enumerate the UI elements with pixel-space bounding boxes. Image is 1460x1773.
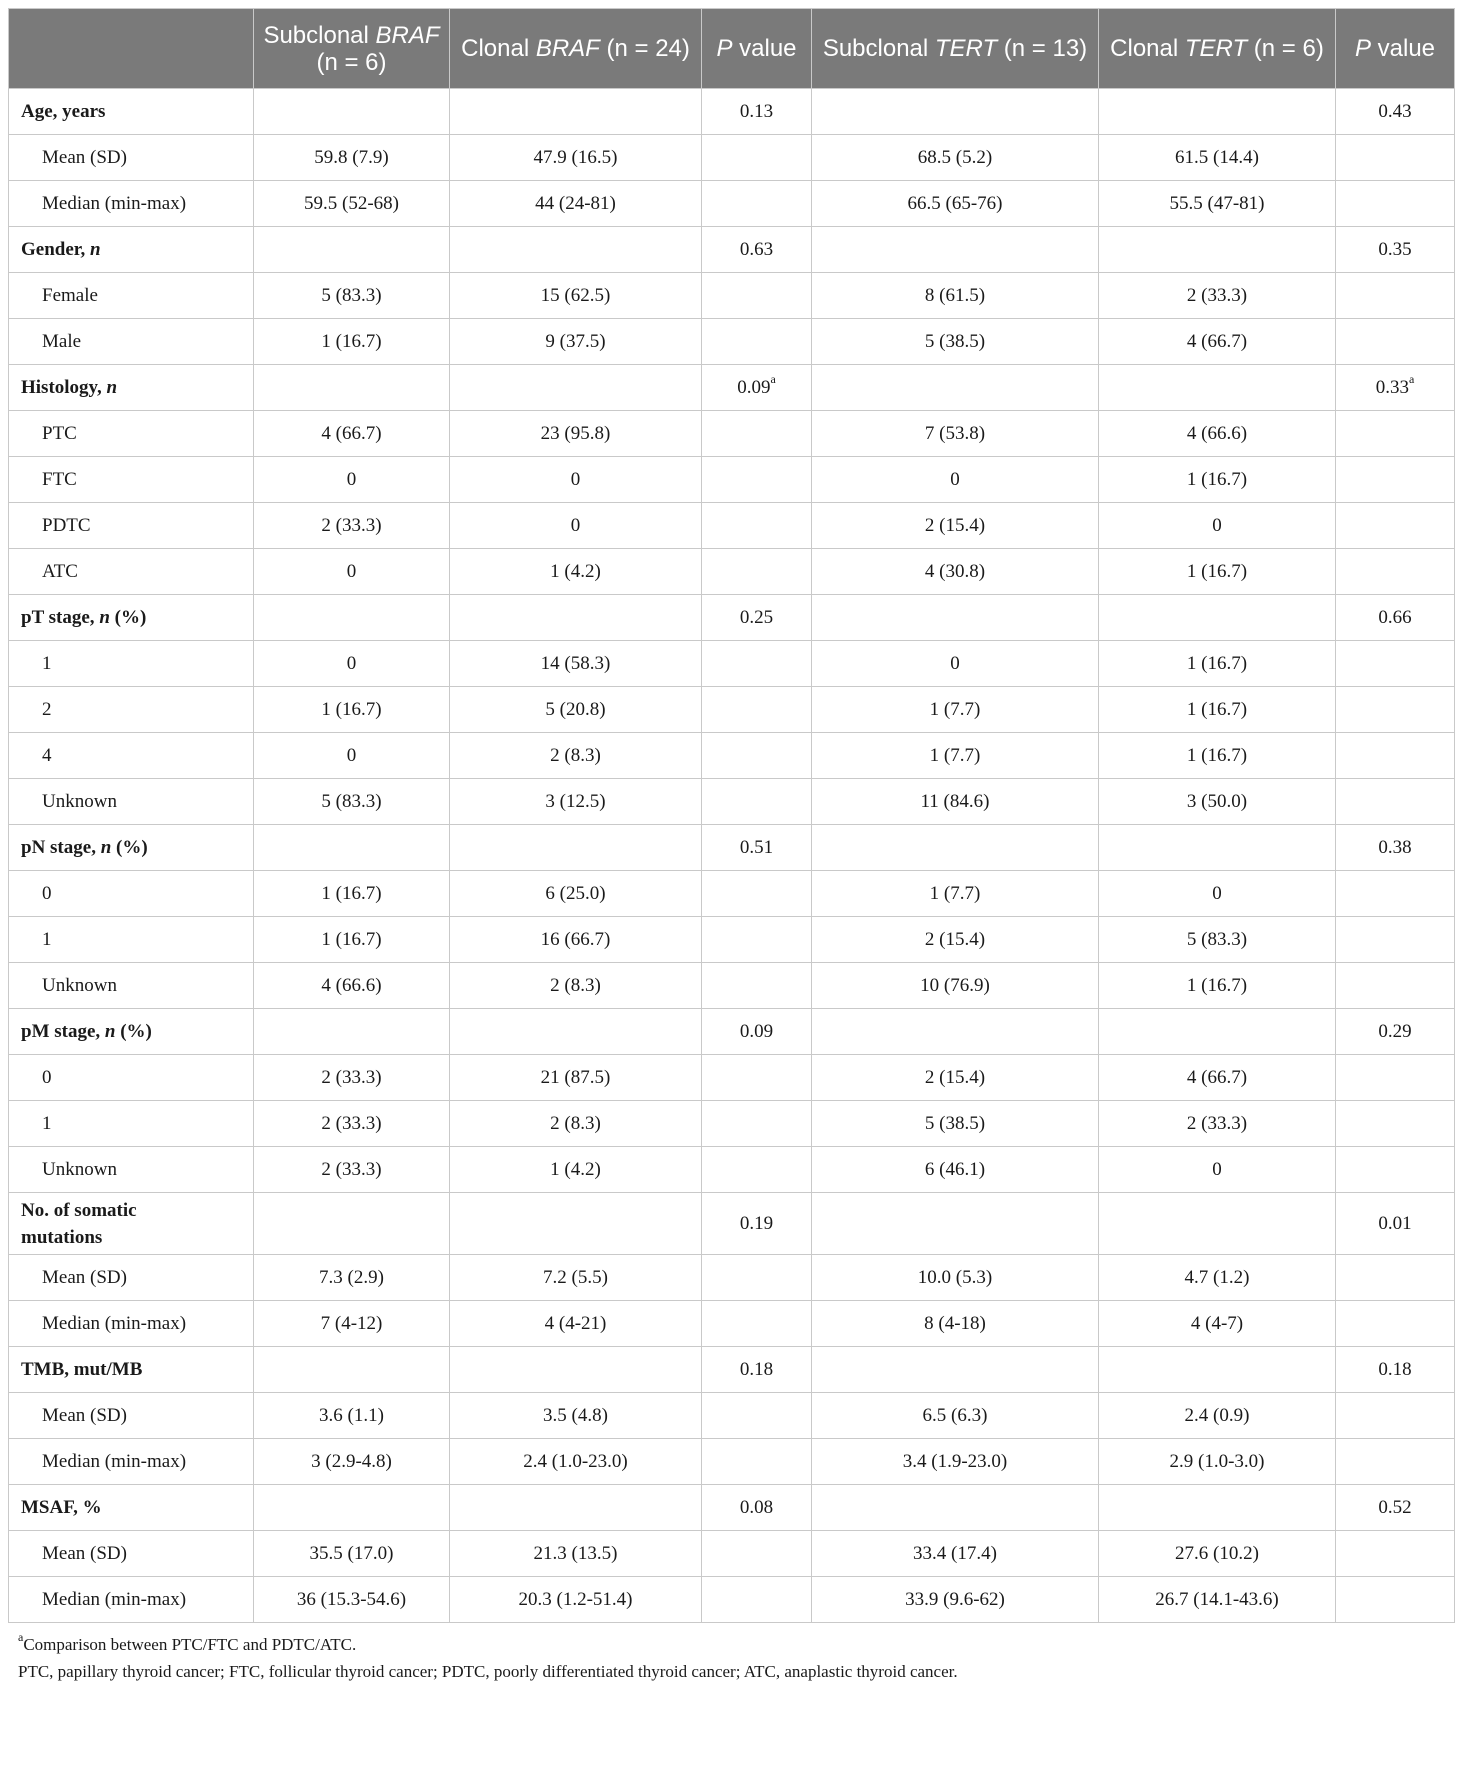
row-label: 2 <box>9 687 254 733</box>
cell-c3 <box>702 687 812 733</box>
table-row <box>9 917 1455 963</box>
cell-c6: 0.52 <box>1336 1485 1455 1531</box>
cell-c6: 0.66 <box>1336 595 1455 641</box>
cell-c2 <box>450 825 702 871</box>
row-label: Median (min-max) <box>9 181 254 227</box>
cell-c1: 7 (4-12) <box>254 1301 450 1347</box>
cell-c1: 4 (66.7) <box>254 411 450 457</box>
cell-c4 <box>812 1485 1099 1531</box>
cell-c4 <box>812 227 1099 273</box>
section-row <box>9 1009 1455 1055</box>
row-label: Unknown <box>9 779 254 825</box>
row-label: 4 <box>9 733 254 779</box>
cell-c1 <box>254 595 450 641</box>
table-row <box>9 1577 1455 1623</box>
cell-c3 <box>702 779 812 825</box>
cell-c6 <box>1336 871 1455 917</box>
cell-c1: 1 (16.7) <box>254 917 450 963</box>
header-blank <box>9 9 254 89</box>
cell-c5: 0 <box>1099 503 1336 549</box>
table-row <box>9 1393 1455 1439</box>
cell-c2: 2 (8.3) <box>450 963 702 1009</box>
cell-c5: 4 (66.6) <box>1099 411 1336 457</box>
cell-c4 <box>812 595 1099 641</box>
cell-c1: 35.5 (17.0) <box>254 1531 450 1577</box>
cell-c6 <box>1336 917 1455 963</box>
cell-c3 <box>702 641 812 687</box>
cell-c6 <box>1336 457 1455 503</box>
row-label: 1 <box>9 641 254 687</box>
cell-c6 <box>1336 181 1455 227</box>
cell-c1: 0 <box>254 733 450 779</box>
cell-c1: 59.8 (7.9) <box>254 135 450 181</box>
row-label: pM stage, n (%) <box>9 1009 254 1055</box>
cell-c3: 0.09$^a$ <box>702 365 812 411</box>
table-row <box>9 411 1455 457</box>
cell-c3 <box>702 319 812 365</box>
data-table <box>8 8 1455 1623</box>
cell-c5: 1 (16.7) <box>1099 733 1336 779</box>
cell-c1: 7.3 (2.9) <box>254 1255 450 1301</box>
table-container <box>8 8 1454 1688</box>
cell-c3: 0.51 <box>702 825 812 871</box>
cell-c3 <box>702 1255 812 1301</box>
cell-c5: 26.7 (14.1-43.6) <box>1099 1577 1336 1623</box>
cell-c5: 3 (50.0) <box>1099 779 1336 825</box>
cell-c1: 1 (16.7) <box>254 319 450 365</box>
cell-c5 <box>1099 825 1336 871</box>
cell-c5: 1 (16.7) <box>1099 641 1336 687</box>
cell-c2: 0 <box>450 457 702 503</box>
cell-c4: 6 (46.1) <box>812 1147 1099 1193</box>
cell-c2 <box>450 365 702 411</box>
row-label: Age, years <box>9 89 254 135</box>
row-label: Mean (SD) <box>9 135 254 181</box>
cell-c4: 11 (84.6) <box>812 779 1099 825</box>
section-row <box>9 227 1455 273</box>
cell-c4: 8 (4-18) <box>812 1301 1099 1347</box>
cell-c2: 1 (4.2) <box>450 1147 702 1193</box>
cell-c2: 6 (25.0) <box>450 871 702 917</box>
row-label: Male <box>9 319 254 365</box>
cell-c3 <box>702 1301 812 1347</box>
cell-c5: 27.6 (10.2) <box>1099 1531 1336 1577</box>
cell-c6 <box>1336 1147 1455 1193</box>
cell-c5: 4 (66.7) <box>1099 319 1336 365</box>
table-row <box>9 1255 1455 1301</box>
cell-c2 <box>450 595 702 641</box>
footnote-abbreviations: PTC, papillary thyroid cancer; FTC, follicular thyroid cancer; PDTC, poorly differentiated thyroid cancer; ATC, anaplastic thyroid cancer. <box>18 1662 958 1681</box>
cell-c6 <box>1336 1301 1455 1347</box>
section-row <box>9 365 1455 411</box>
cell-c2: 5 (20.8) <box>450 687 702 733</box>
cell-c2: 47.9 (16.5) <box>450 135 702 181</box>
section-row <box>9 825 1455 871</box>
section-row <box>9 1485 1455 1531</box>
cell-c4: 33.4 (17.4) <box>812 1531 1099 1577</box>
table-row <box>9 1101 1455 1147</box>
cell-c5: 1 (16.7) <box>1099 457 1336 503</box>
cell-c2: 2.4 (1.0-23.0) <box>450 1439 702 1485</box>
cell-c2 <box>450 1193 702 1255</box>
cell-c1: 2 (33.3) <box>254 503 450 549</box>
cell-c6 <box>1336 963 1455 1009</box>
section-row <box>9 595 1455 641</box>
cell-c3: 0.08 <box>702 1485 812 1531</box>
cell-c2: 2 (8.3) <box>450 733 702 779</box>
cell-c5: 2 (33.3) <box>1099 273 1336 319</box>
cell-c5 <box>1099 1485 1336 1531</box>
cell-c2: 16 (66.7) <box>450 917 702 963</box>
cell-c3: 0.63 <box>702 227 812 273</box>
table-row <box>9 503 1455 549</box>
cell-c4: 7 (53.8) <box>812 411 1099 457</box>
cell-c5 <box>1099 89 1336 135</box>
cell-c3 <box>702 1439 812 1485</box>
row-label: ATC <box>9 549 254 595</box>
cell-c1 <box>254 365 450 411</box>
cell-c1: 5 (83.3) <box>254 779 450 825</box>
cell-c5: 5 (83.3) <box>1099 917 1336 963</box>
row-label: Median (min-max) <box>9 1577 254 1623</box>
cell-c3 <box>702 1101 812 1147</box>
row-label: Mean (SD) <box>9 1393 254 1439</box>
cell-c2: 3.5 (4.8) <box>450 1393 702 1439</box>
cell-c3 <box>702 273 812 319</box>
row-label: Histology, n <box>9 365 254 411</box>
cell-c1: 3 (2.9-4.8) <box>254 1439 450 1485</box>
cell-c2: 14 (58.3) <box>450 641 702 687</box>
cell-c2 <box>450 1009 702 1055</box>
cell-c4: 0 <box>812 641 1099 687</box>
cell-c3 <box>702 733 812 779</box>
cell-c1: 1 (16.7) <box>254 871 450 917</box>
cell-c6 <box>1336 779 1455 825</box>
cell-c3: 0.09 <box>702 1009 812 1055</box>
cell-c6 <box>1336 1101 1455 1147</box>
cell-c5: 2 (33.3) <box>1099 1101 1336 1147</box>
table-row <box>9 687 1455 733</box>
cell-c6 <box>1336 733 1455 779</box>
table-row <box>9 963 1455 1009</box>
cell-c3: 0.13 <box>702 89 812 135</box>
cell-c5: 4 (66.7) <box>1099 1055 1336 1101</box>
cell-c3 <box>702 457 812 503</box>
header-subclonal-tert: Subclonal TERT (n = 13) <box>812 9 1099 89</box>
cell-c4 <box>812 1193 1099 1255</box>
cell-c2: 0 <box>450 503 702 549</box>
cell-c5: 2.9 (1.0-3.0) <box>1099 1439 1336 1485</box>
cell-c6: 0.01 <box>1336 1193 1455 1255</box>
cell-c2: 3 (12.5) <box>450 779 702 825</box>
row-label: Unknown <box>9 963 254 1009</box>
cell-c6: 0.43 <box>1336 89 1455 135</box>
header-p-value-braf: P value <box>702 9 812 89</box>
cell-c2: 44 (24-81) <box>450 181 702 227</box>
table-row <box>9 273 1455 319</box>
cell-c1: 59.5 (52-68) <box>254 181 450 227</box>
cell-c4: 6.5 (6.3) <box>812 1393 1099 1439</box>
cell-c5: 1 (16.7) <box>1099 687 1336 733</box>
cell-c2 <box>450 1347 702 1393</box>
cell-c1 <box>254 1009 450 1055</box>
cell-c2 <box>450 89 702 135</box>
cell-c6 <box>1336 1055 1455 1101</box>
cell-c3: 0.19 <box>702 1193 812 1255</box>
row-label: Mean (SD) <box>9 1255 254 1301</box>
cell-c6 <box>1336 273 1455 319</box>
cell-c2: 20.3 (1.2-51.4) <box>450 1577 702 1623</box>
table-row <box>9 181 1455 227</box>
table-row <box>9 457 1455 503</box>
header-p-value-tert: P value <box>1336 9 1455 89</box>
cell-c3 <box>702 549 812 595</box>
cell-c2: 1 (4.2) <box>450 549 702 595</box>
cell-c3 <box>702 1147 812 1193</box>
cell-c4: 8 (61.5) <box>812 273 1099 319</box>
header-subclonal-braf: Subclonal BRAF (n = 6) <box>254 9 450 89</box>
cell-c6 <box>1336 1439 1455 1485</box>
row-label: Median (min-max) <box>9 1439 254 1485</box>
cell-c6 <box>1336 1531 1455 1577</box>
cell-c2: 2 (8.3) <box>450 1101 702 1147</box>
cell-c1: 0 <box>254 641 450 687</box>
cell-c5 <box>1099 1193 1336 1255</box>
cell-c1: 36 (15.3-54.6) <box>254 1577 450 1623</box>
cell-c6: 0.35 <box>1336 227 1455 273</box>
table-row <box>9 779 1455 825</box>
cell-c6 <box>1336 503 1455 549</box>
cell-c6 <box>1336 319 1455 365</box>
row-label: 0 <box>9 1055 254 1101</box>
cell-c3 <box>702 503 812 549</box>
row-label: FTC <box>9 457 254 503</box>
row-label: MSAF, % <box>9 1485 254 1531</box>
table-row <box>9 641 1455 687</box>
cell-c6: 0.18 <box>1336 1347 1455 1393</box>
cell-c4 <box>812 1347 1099 1393</box>
row-label: PDTC <box>9 503 254 549</box>
cell-c5: 2.4 (0.9) <box>1099 1393 1336 1439</box>
cell-c6 <box>1336 549 1455 595</box>
header-clonal-tert: Clonal TERT (n = 6) <box>1099 9 1336 89</box>
cell-c1: 5 (83.3) <box>254 273 450 319</box>
cell-c2: 4 (4-21) <box>450 1301 702 1347</box>
cell-c3 <box>702 135 812 181</box>
cell-c5 <box>1099 1009 1336 1055</box>
cell-c6: 0.33$^a$ <box>1336 365 1455 411</box>
section-row <box>9 1193 1455 1255</box>
table-row <box>9 1147 1455 1193</box>
cell-c4 <box>812 1009 1099 1055</box>
cell-c4: 68.5 (5.2) <box>812 135 1099 181</box>
cell-c6 <box>1336 641 1455 687</box>
cell-c3 <box>702 1055 812 1101</box>
row-label: 1 <box>9 1101 254 1147</box>
table-row <box>9 871 1455 917</box>
cell-c4: 2 (15.4) <box>812 917 1099 963</box>
cell-c4: 10 (76.9) <box>812 963 1099 1009</box>
table-row <box>9 1055 1455 1101</box>
cell-c5: 0 <box>1099 1147 1336 1193</box>
cell-c3 <box>702 411 812 457</box>
row-label: PTC <box>9 411 254 457</box>
cell-c4: 33.9 (9.6-62) <box>812 1577 1099 1623</box>
cell-c1: 1 (16.7) <box>254 687 450 733</box>
cell-c3 <box>702 1531 812 1577</box>
cell-c5: 4.7 (1.2) <box>1099 1255 1336 1301</box>
cell-c1: 0 <box>254 457 450 503</box>
cell-c2 <box>450 1485 702 1531</box>
row-label: No. of somatic mutations <box>9 1193 254 1255</box>
row-label: Mean (SD) <box>9 1531 254 1577</box>
row-label: pN stage, n (%) <box>9 825 254 871</box>
cell-c1 <box>254 227 450 273</box>
cell-c5 <box>1099 227 1336 273</box>
cell-c5 <box>1099 365 1336 411</box>
header-row <box>9 9 1455 89</box>
cell-c5 <box>1099 1347 1336 1393</box>
cell-c4: 5 (38.5) <box>812 1101 1099 1147</box>
cell-c3 <box>702 871 812 917</box>
row-label: TMB, mut/MB <box>9 1347 254 1393</box>
cell-c1 <box>254 89 450 135</box>
cell-c2 <box>450 227 702 273</box>
cell-c5: 55.5 (47-81) <box>1099 181 1336 227</box>
cell-c3 <box>702 1577 812 1623</box>
cell-c2: 21 (87.5) <box>450 1055 702 1101</box>
cell-c2: 9 (37.5) <box>450 319 702 365</box>
cell-c4: 10.0 (5.3) <box>812 1255 1099 1301</box>
cell-c6 <box>1336 687 1455 733</box>
cell-c3 <box>702 181 812 227</box>
cell-c4 <box>812 365 1099 411</box>
cell-c5 <box>1099 595 1336 641</box>
cell-c4: 1 (7.7) <box>812 687 1099 733</box>
cell-c5: 61.5 (14.4) <box>1099 135 1336 181</box>
cell-c1 <box>254 1193 450 1255</box>
row-label: 0 <box>9 871 254 917</box>
cell-c5: 1 (16.7) <box>1099 549 1336 595</box>
cell-c4: 4 (30.8) <box>812 549 1099 595</box>
table-row <box>9 135 1455 181</box>
table-row <box>9 1301 1455 1347</box>
cell-c6 <box>1336 1255 1455 1301</box>
row-label: Gender, n <box>9 227 254 273</box>
cell-c5: 1 (16.7) <box>1099 963 1336 1009</box>
cell-c6: 0.38 <box>1336 825 1455 871</box>
row-label: Median (min-max) <box>9 1301 254 1347</box>
cell-c3 <box>702 917 812 963</box>
cell-c4: 2 (15.4) <box>812 503 1099 549</box>
cell-c2: 7.2 (5.5) <box>450 1255 702 1301</box>
cell-c4 <box>812 825 1099 871</box>
table-row <box>9 319 1455 365</box>
cell-c1: 2 (33.3) <box>254 1101 450 1147</box>
table-row <box>9 1531 1455 1577</box>
section-row <box>9 1347 1455 1393</box>
cell-c2: 15 (62.5) <box>450 273 702 319</box>
cell-c3: 0.18 <box>702 1347 812 1393</box>
cell-c4: 5 (38.5) <box>812 319 1099 365</box>
cell-c5: 0 <box>1099 871 1336 917</box>
row-label: Female <box>9 273 254 319</box>
cell-c1 <box>254 1347 450 1393</box>
cell-c3 <box>702 963 812 1009</box>
row-label: pT stage, n (%) <box>9 595 254 641</box>
table-row <box>9 1439 1455 1485</box>
section-row <box>9 89 1455 135</box>
cell-c4: 2 (15.4) <box>812 1055 1099 1101</box>
cell-c1 <box>254 1485 450 1531</box>
cell-c4: 3.4 (1.9-23.0) <box>812 1439 1099 1485</box>
cell-c4: 1 (7.7) <box>812 733 1099 779</box>
cell-c2: 23 (95.8) <box>450 411 702 457</box>
cell-c6 <box>1336 411 1455 457</box>
cell-c1: 4 (66.6) <box>254 963 450 1009</box>
cell-c5: 4 (4-7) <box>1099 1301 1336 1347</box>
table-body <box>9 89 1455 1623</box>
cell-c4: 66.5 (65-76) <box>812 181 1099 227</box>
cell-c2: 21.3 (13.5) <box>450 1531 702 1577</box>
cell-c1: 0 <box>254 549 450 595</box>
footnote-a: $^a$Comparison between PTC/FTC and PDTC/ATC. <box>18 1630 357 1654</box>
table-footnotes <box>8 1630 1454 1683</box>
cell-c4: 0 <box>812 457 1099 503</box>
cell-c6 <box>1336 1577 1455 1623</box>
cell-c1 <box>254 825 450 871</box>
cell-c6 <box>1336 135 1455 181</box>
cell-c4: 1 (7.7) <box>812 871 1099 917</box>
cell-c3: 0.25 <box>702 595 812 641</box>
cell-c4 <box>812 89 1099 135</box>
cell-c3 <box>702 1393 812 1439</box>
table-row <box>9 733 1455 779</box>
cell-c6: 0.29 <box>1336 1009 1455 1055</box>
cell-c1: 2 (33.3) <box>254 1147 450 1193</box>
row-label: 1 <box>9 917 254 963</box>
cell-c1: 3.6 (1.1) <box>254 1393 450 1439</box>
cell-c1: 2 (33.3) <box>254 1055 450 1101</box>
header-clonal-braf: Clonal BRAF (n = 24) <box>450 9 702 89</box>
row-label: Unknown <box>9 1147 254 1193</box>
table-row <box>9 549 1455 595</box>
cell-c6 <box>1336 1393 1455 1439</box>
